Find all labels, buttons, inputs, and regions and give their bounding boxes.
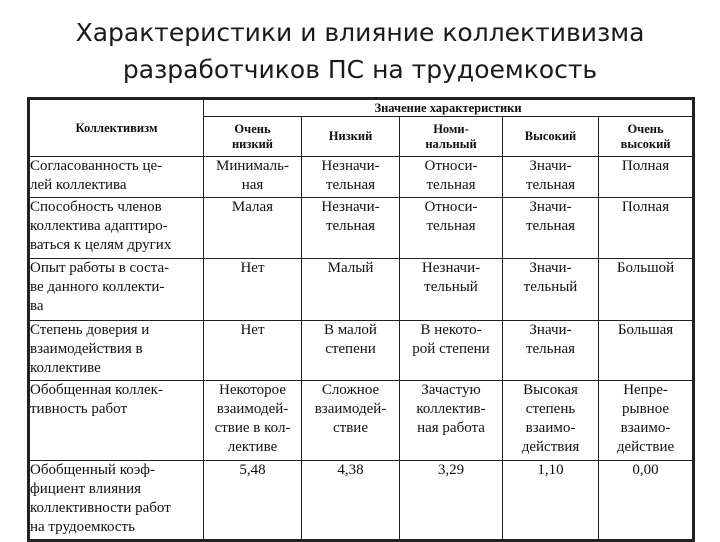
row-label: Опыт работы в соста- ве данного коллекти- ва xyxy=(29,259,204,321)
table-cell: 1,10 xyxy=(503,461,599,541)
table-cell: Большой xyxy=(599,259,694,321)
row-label: Согласованность це- лей коллектива xyxy=(29,157,204,198)
table-cell: Сложное взаимодей- ствие xyxy=(302,381,400,461)
table-cell: Некоторое взаимодей- ствие в кол- лективе xyxy=(204,381,302,461)
table-cell: Значи- тельный xyxy=(503,259,599,321)
table-row xyxy=(29,381,694,461)
table-cell: 5,48 xyxy=(204,461,302,541)
table-cell: Минималь- ная xyxy=(204,157,302,198)
table-row xyxy=(29,259,694,321)
table-row xyxy=(29,321,694,381)
table-row xyxy=(29,157,694,198)
group-header: Значение характеристики xyxy=(204,99,694,117)
row-label: Способность членов коллектива адаптиро- ваться к целям других xyxy=(29,198,204,259)
table-cell: Большая xyxy=(599,321,694,381)
level-header: Низкий xyxy=(302,117,400,157)
table-cell: 0,00 xyxy=(599,461,694,541)
table-cell: Нет xyxy=(204,259,302,321)
row-label: Степень доверия и взаимодействия в коллективе xyxy=(29,321,204,381)
table-cell: Значи- тельная xyxy=(503,198,599,259)
table-cell: Относи- тельная xyxy=(400,157,503,198)
table-cell: Незначи- тельная xyxy=(302,157,400,198)
table-cell: Значи- тельная xyxy=(503,157,599,198)
table-cell: В некото- рой степени xyxy=(400,321,503,381)
corner-header: Коллективизм xyxy=(29,99,204,157)
table-cell: 3,29 xyxy=(400,461,503,541)
table-cell: 4,38 xyxy=(302,461,400,541)
slide-title-line-2: разработчиков ПС на трудоемкость xyxy=(122,55,598,84)
row-label: Обобщенный коэф- фициент влияния коллективности работ на трудоемкость xyxy=(29,461,204,541)
table-cell: Малый xyxy=(302,259,400,321)
level-header: Очень высокий xyxy=(599,117,694,157)
table-cell: Относи- тельная xyxy=(400,198,503,259)
table-cell: Зачастую коллектив- ная работа xyxy=(400,381,503,461)
table-cell: Полная xyxy=(599,157,694,198)
table-row xyxy=(29,461,694,541)
slide-title-line-1: Характеристики и влияние коллективизма xyxy=(75,18,645,47)
table-cell: Значи- тельная xyxy=(503,321,599,381)
level-header: Высокий xyxy=(503,117,599,157)
table-cell: В малой степени xyxy=(302,321,400,381)
level-header: Номи- нальный xyxy=(400,117,503,157)
table-cell: Нет xyxy=(204,321,302,381)
slide-title xyxy=(0,14,720,88)
table-row xyxy=(29,198,694,259)
level-header: Очень низкий xyxy=(204,117,302,157)
collectivism-table xyxy=(27,97,695,542)
table-cell: Высокая степень взаимо- действия xyxy=(503,381,599,461)
table-cell: Полная xyxy=(599,198,694,259)
row-label: Обобщенная коллек- тивность работ xyxy=(29,381,204,461)
table-cell: Незначи- тельный xyxy=(400,259,503,321)
table-cell: Малая xyxy=(204,198,302,259)
table-cell: Непре- рывное взаимо- действие xyxy=(599,381,694,461)
table-cell: Незначи- тельная xyxy=(302,198,400,259)
